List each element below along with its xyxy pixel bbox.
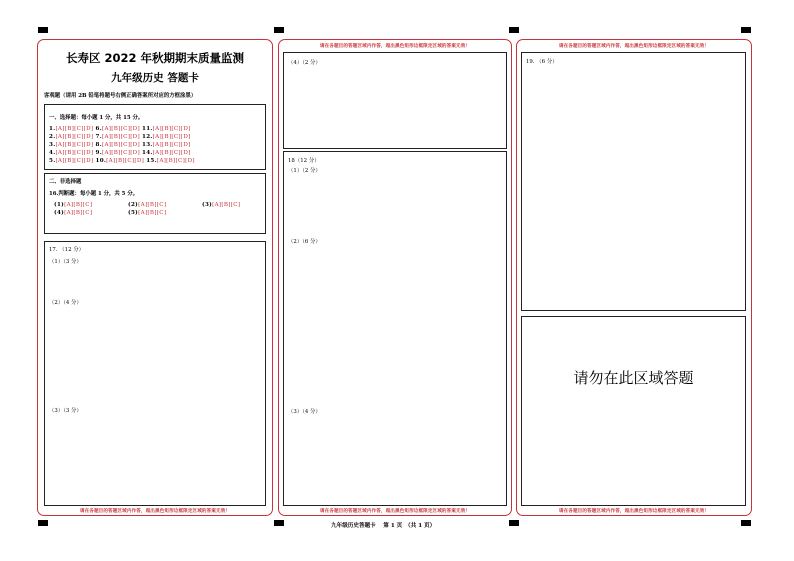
q18-answer-box[interactable] [283, 151, 507, 506]
registration-mark [741, 520, 751, 526]
choice-row: 2.[A][B][C][D] 7.[A][B][C][D] 12.[A][B][C][D] [49, 134, 191, 140]
no-answer-zone-label: 请勿在此区域答题 [573, 369, 694, 387]
tf-options[interactable]: [A][B][C] [212, 202, 241, 208]
page-subtitle: 九年级历史 答题卡 [111, 72, 199, 84]
choice-options[interactable]: [A][B][C][D] [101, 142, 140, 148]
q19-heading: 19. （6 分） [526, 59, 558, 65]
choice-options[interactable]: [A][B][C][D] [55, 142, 94, 148]
page-title: 长寿区 2022 年秋期期末质量监测 [65, 51, 244, 65]
choice-options[interactable]: [A][B][C][D] [101, 150, 140, 156]
q17-part-4: （4）（2 分） [288, 60, 321, 66]
registration-mark [38, 27, 48, 33]
choice-options[interactable]: [A][B][C][D] [152, 126, 191, 132]
tf-options[interactable]: [A][B][C] [138, 210, 167, 216]
choice-section-heading: 一、选择题：每小题 1 分，共 15 分。 [49, 115, 144, 121]
q18-part-2: （2）（6 分） [288, 239, 321, 245]
choice-row: 3.[A][B][C][D] 8.[A][B][C][D] 13.[A][B][C][D] [49, 142, 191, 148]
choice-options[interactable]: [A][B][C][D] [55, 134, 94, 140]
tf-row: (1)[A][B][C] [54, 202, 93, 208]
q17-part-1: （1）（3 分） [49, 259, 82, 265]
q17-part-3: （3）（3 分） [49, 408, 82, 414]
tf-row: (5)[A][B][C] [128, 210, 167, 216]
tf-row: (3)[A][B][C] [202, 202, 241, 208]
nonchoice-heading: 二、非选择题 [49, 179, 82, 185]
objective-note: 客观题（请用 2B 铅笔将题号右侧正确答案所对应的方框涂黑） [44, 93, 197, 99]
choice-options[interactable]: [A][B][C][D] [106, 158, 145, 164]
choice-row: 4.[A][B][C][D] 9.[A][B][C][D] 14.[A][B][C][D] [49, 150, 191, 156]
q19-answer-box[interactable] [521, 52, 746, 311]
q16-heading: 16.判断题：每小题 1 分，共 5 分。 [49, 191, 139, 197]
q17-answer-box[interactable] [44, 241, 266, 506]
tf-row: (2)[A][B][C] [128, 202, 167, 208]
q18-heading: 18（12 分） [288, 158, 320, 164]
tf-options[interactable]: [A][B][C] [138, 202, 167, 208]
choice-options[interactable]: [A][B][C][D] [101, 134, 140, 140]
choice-options[interactable]: [A][B][C][D] [55, 150, 94, 156]
choice-options[interactable]: [A][B][C][D] [55, 126, 94, 132]
tf-row: (4)[A][B][C] [54, 210, 93, 216]
q17-part4-box[interactable] [283, 52, 507, 149]
choice-options[interactable]: [A][B][C][D] [152, 150, 191, 156]
registration-mark [274, 520, 284, 526]
no-answer-box [521, 316, 746, 506]
registration-mark [509, 27, 519, 33]
registration-mark [509, 520, 519, 526]
tf-options[interactable]: [A][B][C] [64, 210, 93, 216]
bottom-notice: 请在各题目的答题区域内作答，超出黑色矩形边框限定区域的答案无效！ [558, 509, 710, 514]
choice-options[interactable]: [A][B][C][D] [152, 134, 191, 140]
top-notice: 请在各题目的答题区域内作答，超出黑色矩形边框限定区域的答案无效！ [558, 44, 710, 49]
page-footer: 九年级历史答题卡 第 1 页 （共 1 页） [331, 523, 436, 529]
choice-options[interactable]: [A][B][C][D] [55, 158, 94, 164]
choice-row: 5.[A][B][C][D] 10.[A][B][C][D] 15.[A][B][C][D] [49, 158, 195, 164]
bottom-notice: 请在各题目的答题区域内作答，超出黑色矩形边框限定区域的答案无效！ [79, 509, 231, 514]
q17-heading: 17. （12 分） [49, 247, 85, 253]
top-notice: 请在各题目的答题区域内作答，超出黑色矩形边框限定区域的答案无效！ [319, 44, 471, 49]
q18-part-3: （3）（4 分） [288, 409, 321, 415]
choice-options[interactable]: [A][B][C][D] [101, 126, 140, 132]
choice-row: 1.[A][B][C][D] 6.[A][B][C][D] 11.[A][B][C][D] [49, 126, 191, 132]
tf-options[interactable]: [A][B][C] [64, 202, 93, 208]
q18-part-1: （1）（2 分） [288, 168, 321, 174]
bottom-notice: 请在各题目的答题区域内作答，超出黑色矩形边框限定区域的答案无效！ [319, 509, 471, 514]
registration-mark [38, 520, 48, 526]
q17-part-2: （2）（4 分） [49, 300, 82, 306]
registration-mark [274, 27, 284, 33]
choice-options[interactable]: [A][B][C][D] [152, 142, 191, 148]
registration-mark [741, 27, 751, 33]
choice-options[interactable]: [A][B][C][D] [156, 158, 195, 164]
